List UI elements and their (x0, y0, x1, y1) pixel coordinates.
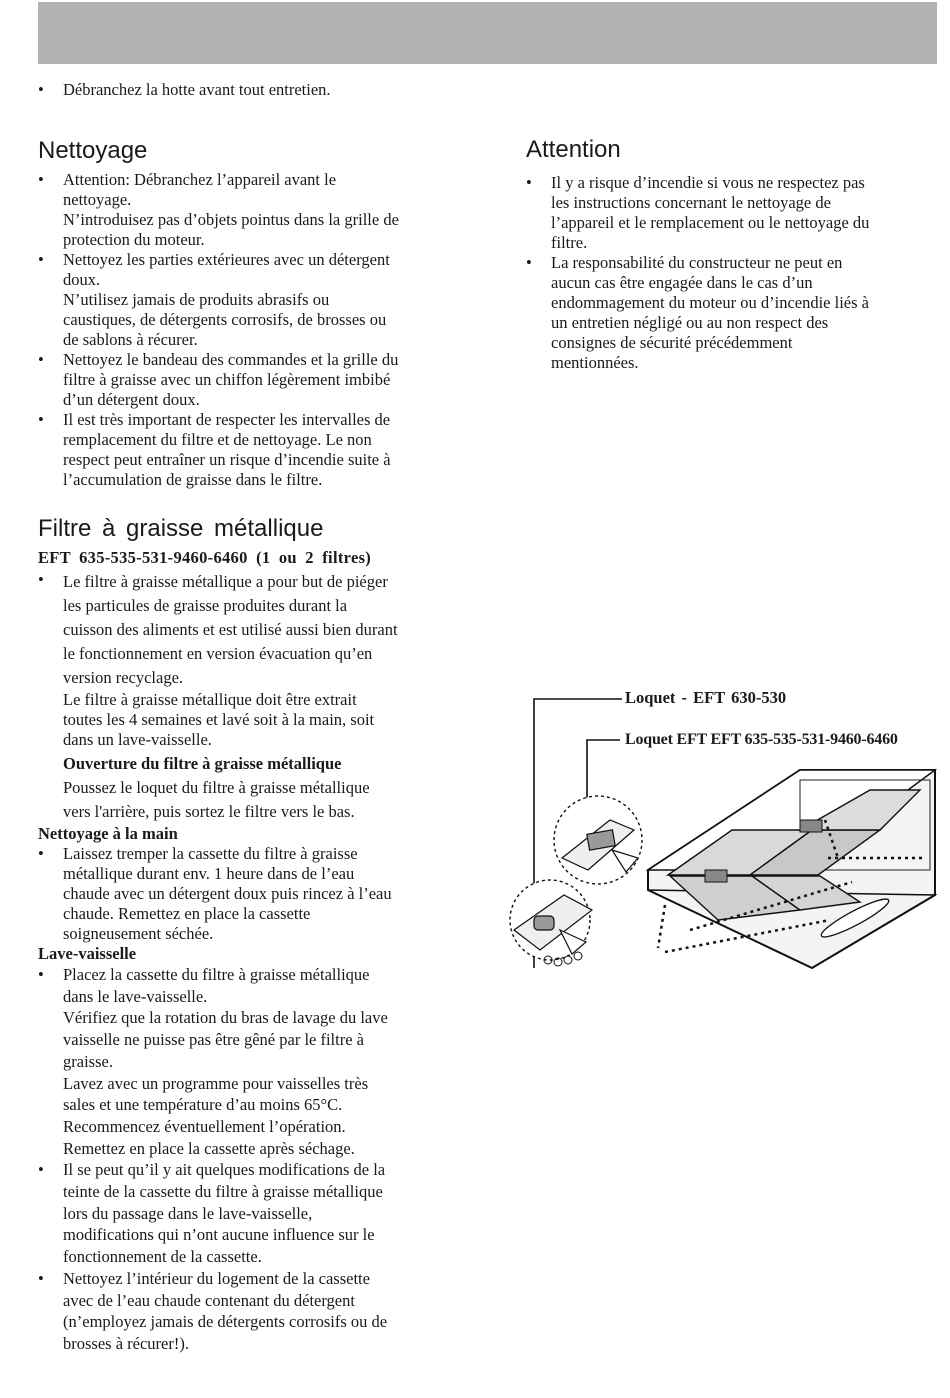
bullet-mark: • (38, 350, 44, 369)
bullet-mark: • (38, 410, 44, 429)
bullet-mark: • (38, 844, 44, 863)
text-line: Poussez le loquet du filtre à graisse métallique (63, 778, 370, 797)
text-line: métallique durant env. 1 heure dans de l’eau (63, 864, 355, 883)
bullet-mark: • (38, 250, 44, 269)
text-line: (n’employez jamais de détergents corrosifs ou de (63, 1312, 388, 1332)
text-line: filtre à graisse avec un chiffon légèrement imbibé (63, 370, 391, 389)
lave-subheading: Lave-vaisselle (38, 944, 137, 963)
list-item (526, 253, 938, 373)
text-line: Lavez avec un programme pour vaisselles très (63, 1073, 369, 1093)
bullet-mark: • (38, 965, 44, 984)
text-line: de sablons à récurer. (63, 330, 198, 349)
text-line: version recyclage. (63, 668, 184, 687)
text-line: sales et une température d’au moins 65°C. (63, 1095, 343, 1115)
text-line: Attention: Débranchez l’appareil avant le (63, 170, 337, 189)
text-line: protection du moteur. (63, 230, 205, 249)
main-subheading: Nettoyage à la main (38, 824, 178, 843)
text-line: teinte de la cassette du filtre à graisse métallique (63, 1182, 383, 1202)
lave-list (38, 964, 478, 1355)
latch-label-630: Loquet - EFT 630-530 (625, 688, 787, 707)
nettoyage-heading: Nettoyage (38, 137, 148, 164)
text-line: consignes de sécurité précédemment (551, 333, 793, 352)
text-line: toutes les 4 semaines et lavé soit à la main, soit (63, 710, 375, 729)
latch-label-635: Loquet EFT EFT 635-535-531-9460-6460 (625, 731, 898, 748)
text-line: fonctionnement de la cassette. (63, 1247, 262, 1267)
text-line: respect peut entraîner un risque d’incendie suite à (63, 450, 391, 469)
text-line: graisse. (63, 1051, 113, 1071)
text-line: vers l'arrière, puis sortez le filtre vers le bas. (63, 802, 355, 821)
text-line: N’introduisez pas d’objets pointus dans la grille de (63, 210, 399, 229)
text-line: Nettoyez les parties extérieures avec un détergent (63, 250, 390, 269)
text-line: Remettez en place la cassette après séchage. (63, 1138, 355, 1158)
text-line: Il est très important de respecter les intervalles de (63, 410, 391, 429)
bullet-mark: • (526, 253, 532, 272)
hood-illustration (500, 680, 945, 980)
filtre-heading: Filtre à graisse métallique (38, 515, 324, 542)
text-line: Nettoyez le bandeau des commandes et la grille du (63, 350, 399, 369)
list-item (38, 964, 478, 1159)
text-line: Il y a risque d’incendie si vous ne respectez pas (551, 173, 865, 192)
text-line: chaude. Remettez en place la cassette (63, 904, 311, 923)
hood-diagram (500, 680, 945, 980)
text-line: remplacement du filtre et de nettoyage. Le non (63, 430, 372, 449)
intro-text: Débranchez la hotte avant tout entretien. (63, 80, 331, 99)
bullet-mark: • (526, 173, 532, 192)
list-item (38, 170, 478, 250)
text-line: caustiques, de détergents corrosifs, de brosses ou (63, 310, 387, 329)
attention-heading: Attention (526, 136, 621, 163)
header-band (38, 2, 937, 64)
text-line: doux. (63, 270, 101, 289)
text-line: avec de l’eau chaude contenant du détergent (63, 1290, 355, 1310)
text-line: Laissez tremper la cassette du filtre à graisse (63, 844, 358, 863)
filtre-interval-text (63, 690, 478, 750)
ouverture-text (63, 776, 478, 824)
bullet-mark: • (38, 1160, 44, 1180)
text-line: mentionnées. (551, 353, 639, 372)
ouverture-subheading: Ouverture du filtre à graisse métallique (63, 754, 342, 773)
filtre-purpose-text (63, 570, 478, 690)
text-line: vaisselle ne puisse pas être gêné par le filtre à (63, 1030, 364, 1050)
text-line: Le filtre à graisse métallique a pour but de piéger (63, 572, 388, 591)
left-column (38, 80, 478, 1355)
text-line: filtre. (551, 233, 588, 252)
nettoyage-list (38, 170, 478, 490)
text-line: Vérifiez que la rotation du bras de lavage du lave (63, 1008, 388, 1028)
text-line: Placez la cassette du filtre à graisse métallique (63, 965, 370, 984)
filter-code-line: EFT 635-535-531-9460-6460 (1 ou 2 filtres) (38, 548, 372, 567)
text-line: brosses à récurer!). (63, 1333, 189, 1353)
bullet-mark: • (38, 1268, 44, 1288)
text-line: Il se peut qu’il y ait quelques modifications de la (63, 1160, 386, 1180)
text-line: un entretien négligé ou au non respect des (551, 313, 829, 332)
text-line: Nettoyez l’intérieur du logement de la cassette (63, 1268, 370, 1288)
text-line: le fonctionnement en version évacuation qu’en (63, 644, 373, 663)
intro-list (38, 80, 478, 100)
main-list (38, 844, 478, 944)
text-line: chaude avec un détergent doux puis rincez à l’eau (63, 884, 392, 903)
right-column (526, 135, 938, 373)
text-line: dans le lave-vaisselle. (63, 986, 208, 1006)
text-line: aucun cas être engagée dans le cas d’un (551, 273, 813, 292)
list-item: • Débranchez la hotte avant tout entretien. (38, 80, 331, 99)
bullet-mark: • (38, 170, 44, 189)
text-line: lors du passage dans le lave-vaisselle, (63, 1203, 313, 1223)
text-line: Le filtre à graisse métallique doit être extrait (63, 690, 357, 709)
list-item (38, 1268, 478, 1355)
list-item: • Le filtre à graisse métallique a pour but de piéger les particules de graisse produites durant la cuisson des aliments et est utilisé aussi bien durant le fonctionnement en version évacuation qu’en version recyclage. Le filtre à graisse métallique doit être extrait toutes les 4 semaines et lavé soit à la main, soit dans un lave-vaisselle. Ouverture du filtre à graisse métallique Poussez le loquet du filtre à graisse métallique vers l'arrière, puis sortez le filtre vers le bas. (38, 570, 478, 824)
list-item (38, 350, 478, 410)
text-line: nettoyage. (63, 190, 132, 209)
text-line: d’un détergent doux. (63, 390, 200, 409)
list-item (38, 844, 478, 944)
list-item (38, 410, 478, 490)
attention-list (526, 173, 938, 373)
filtre-list (38, 570, 478, 824)
text-line: modifications qui n’ont aucune influence sur le (63, 1225, 375, 1245)
text-line: l’appareil et le remplacement ou le nettoyage du (551, 213, 870, 232)
text-line: N’utilisez jamais de produits abrasifs ou (63, 290, 330, 309)
text-line: soigneusement séchée. (63, 924, 214, 943)
text-line: cuisson des aliments et est utilisé aussi bien durant (63, 620, 398, 639)
list-item (38, 1159, 478, 1268)
list-item (38, 250, 478, 350)
text-line: l’accumulation de graisse dans le filtre. (63, 470, 323, 489)
text-line: dans un lave-vaisselle. (63, 730, 212, 749)
text-line: les particules de graisse produites durant la (63, 596, 348, 615)
text-line: endommagement du moteur ou d’incendie liés à (551, 293, 869, 312)
list-item (526, 173, 938, 253)
text-line: La responsabilité du constructeur ne peut en (551, 253, 843, 272)
text-line: Recommencez éventuellement l’opération. (63, 1116, 346, 1136)
text-line: les instructions concernant le nettoyage de (551, 193, 831, 212)
